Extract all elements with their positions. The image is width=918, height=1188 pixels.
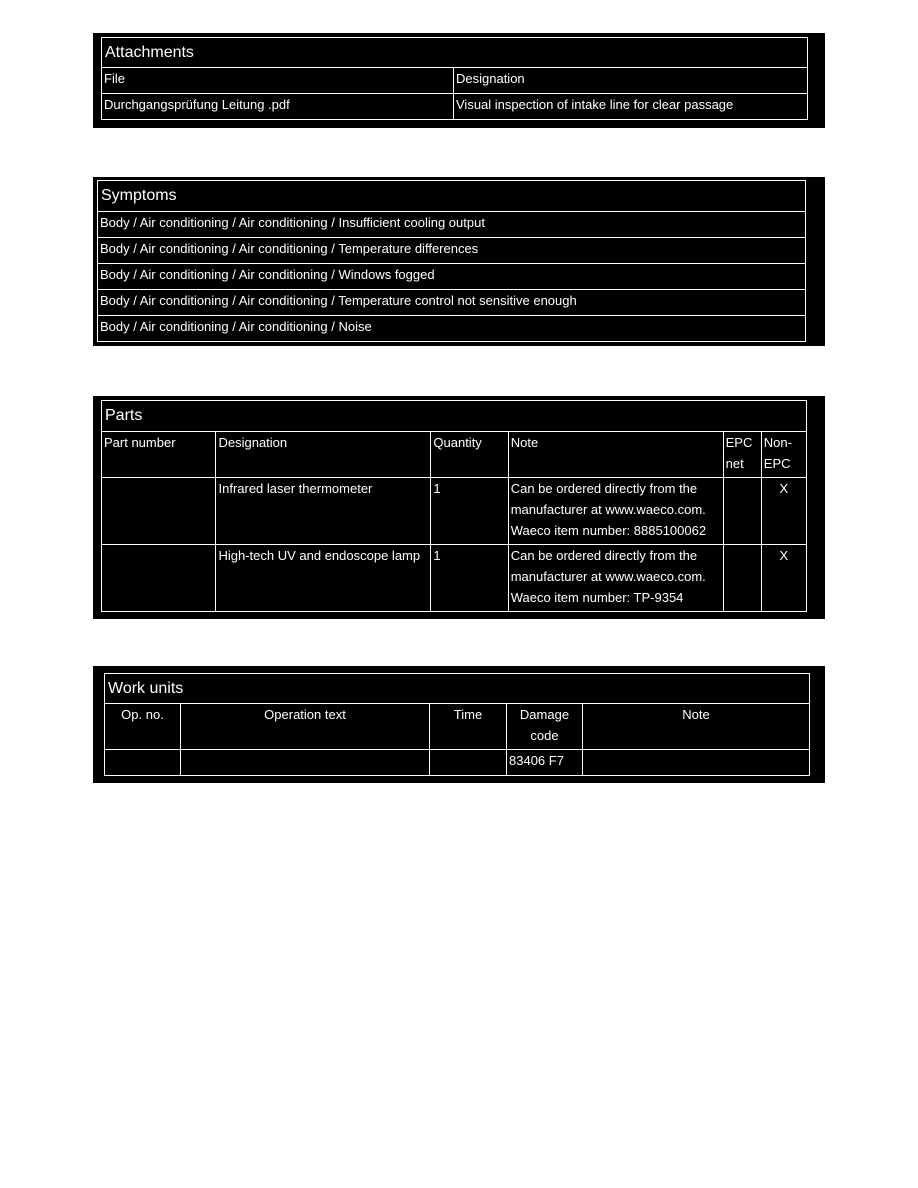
attachments-header-file: File — [102, 68, 454, 94]
part-designation: High-tech UV and endoscope lamp — [216, 545, 431, 612]
symptoms-panel — [93, 177, 825, 346]
part-note-line: manufacturer at www.waeco.com. — [510, 502, 706, 517]
part-note-line: Can be ordered directly from the — [510, 481, 698, 496]
work-unit-time — [430, 750, 507, 776]
attachments-header-designation: Designation — [454, 68, 808, 94]
part-epc-net — [723, 545, 761, 612]
parts-header-part-number: Part number — [102, 432, 216, 478]
work-units-header-damage-code-line2: code — [530, 728, 559, 743]
parts-header-non-epc-line1: Non- — [763, 435, 792, 450]
attachment-file-link[interactable]: Durchgangsprüfung Leitung .pdf — [102, 94, 454, 120]
part-non-epc-mark: X — [761, 478, 806, 545]
parts-row — [102, 545, 807, 612]
work-units-header-damage-code — [507, 704, 583, 750]
attachment-designation: Visual inspection of intake line for clear passage — [454, 94, 808, 120]
parts-header-designation: Designation — [216, 432, 431, 478]
work-units-header-damage-code-line1: Damage — [519, 707, 570, 722]
part-note — [508, 478, 723, 545]
work-units-row — [105, 750, 810, 776]
part-note-line: manufacturer at www.waeco.com. — [510, 569, 706, 584]
part-number — [102, 478, 216, 545]
part-note — [508, 545, 723, 612]
part-quantity: 1 — [431, 545, 508, 612]
parts-header-non-epc — [761, 432, 806, 478]
part-designation: Infrared laser thermometer — [216, 478, 431, 545]
parts-panel — [93, 396, 825, 619]
work-units-panel — [93, 666, 825, 783]
part-note-line: Can be ordered directly from the — [510, 548, 698, 563]
symptom-item: Body / Air conditioning / Air conditioning / Temperature differences — [98, 238, 806, 264]
parts-header-epc-net-line1: EPC — [725, 435, 753, 450]
symptoms-title: Symptoms — [98, 181, 806, 212]
part-epc-net — [723, 478, 761, 545]
work-units-header-note: Note — [583, 704, 810, 750]
attachments-title: Attachments — [102, 38, 808, 68]
work-units-header-op-no: Op. no. — [105, 704, 181, 750]
part-note-line: Waeco item number: 8885100062 — [510, 523, 707, 538]
symptom-item: Body / Air conditioning / Air conditioning / Noise — [98, 316, 806, 342]
work-unit-operation-text — [181, 750, 430, 776]
attachments-table — [101, 37, 808, 120]
part-non-epc-mark: X — [761, 545, 806, 612]
parts-header-quantity: Quantity — [431, 432, 508, 478]
parts-title: Parts — [102, 401, 807, 432]
part-note-line: Waeco item number: TP-9354 — [510, 590, 684, 605]
work-units-table — [104, 673, 810, 776]
parts-table — [101, 400, 807, 612]
work-unit-op-no — [105, 750, 181, 776]
parts-header-non-epc-line2: EPC — [763, 456, 791, 471]
work-units-title: Work units — [105, 674, 810, 704]
work-units-header-time: Time — [430, 704, 507, 750]
work-unit-damage-code: 83406 F7 — [507, 750, 583, 776]
attachments-panel — [93, 33, 825, 128]
attachments-row — [102, 94, 808, 120]
parts-header-epc-net-line2: net — [725, 456, 744, 471]
parts-header-epc-net — [723, 432, 761, 478]
symptom-item: Body / Air conditioning / Air conditioning / Windows fogged — [98, 264, 806, 290]
work-units-header-operation-text: Operation text — [181, 704, 430, 750]
symptom-item: Body / Air conditioning / Air conditioning / Insufficient cooling output — [98, 212, 806, 238]
parts-header-note: Note — [508, 432, 723, 478]
part-number — [102, 545, 216, 612]
work-unit-note — [583, 750, 810, 776]
symptoms-table — [97, 180, 806, 342]
parts-row — [102, 478, 807, 545]
symptom-item: Body / Air conditioning / Air conditioning / Temperature control not sensitive enough — [98, 290, 806, 316]
part-quantity: 1 — [431, 478, 508, 545]
